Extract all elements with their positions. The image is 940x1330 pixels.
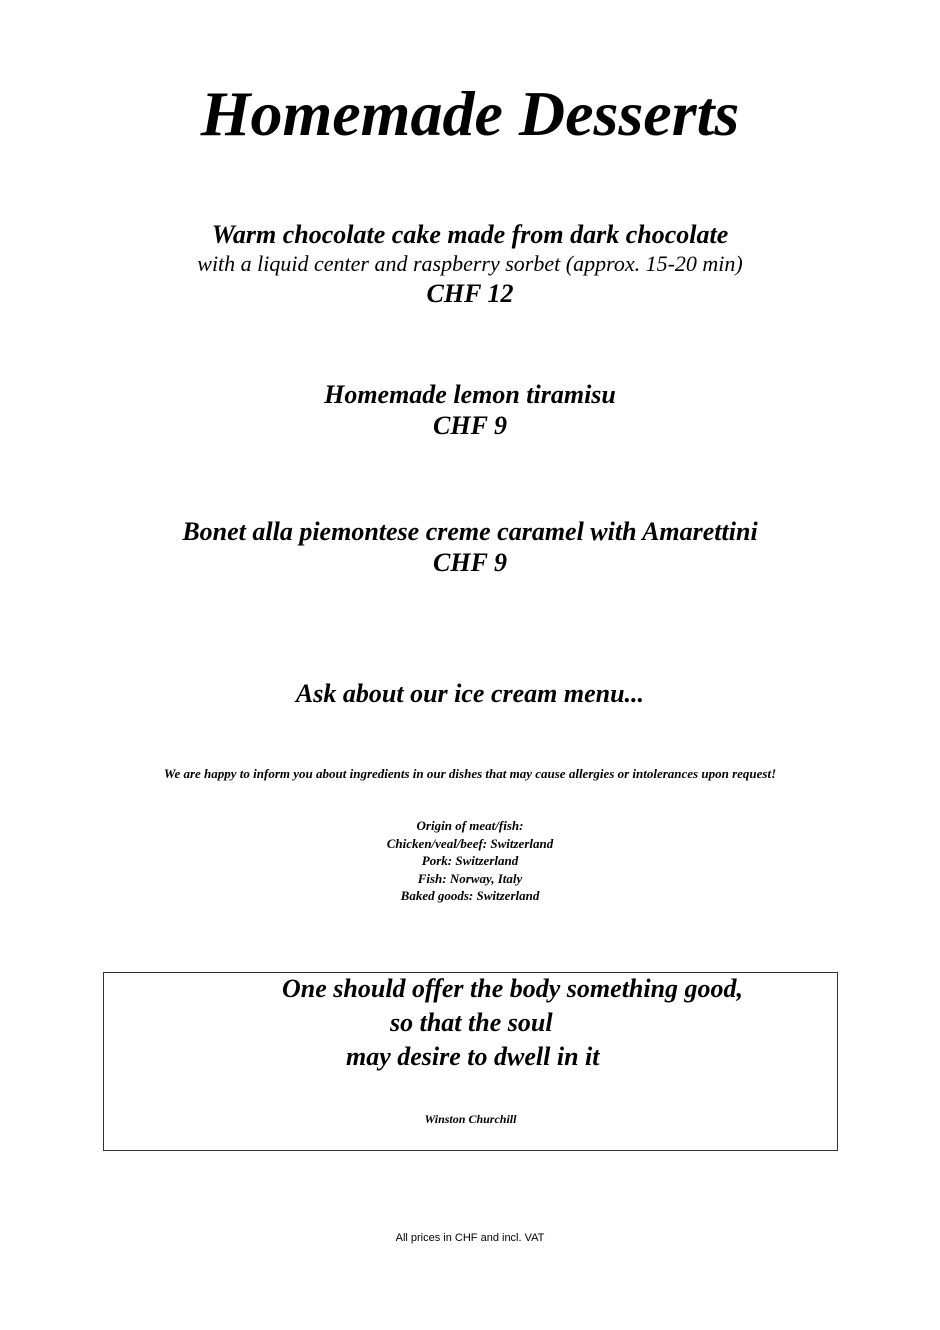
quote-author: Winston Churchill (424, 1112, 517, 1126)
quote-line: so that the soul (390, 1008, 553, 1037)
dessert-item-bonet (0, 517, 940, 579)
dessert-name: Bonet alla piemontese creme caramel with Amarettini (182, 517, 758, 546)
dessert-description: with a liquid center and raspberry sorbet (approx. 15-20 min) (197, 251, 743, 276)
price-footer: All prices in CHF and incl. VAT (395, 1232, 545, 1244)
allergy-note: We are happy to inform you about ingredients in our dishes that may cause allergies or intolerances upon request! (163, 766, 777, 781)
page-title: Homemade Desserts (200, 78, 740, 149)
ice-cream-note: Ask about our ice cream menu... (295, 679, 645, 708)
quote-line: One should offer the body something good, (282, 974, 744, 1003)
origin-line: Chicken/veal/beef: Switzerland (386, 835, 554, 851)
quote-line: may desire to dwell in it (346, 1042, 600, 1071)
dessert-price: CHF 12 (426, 279, 514, 308)
dessert-price: CHF 9 (433, 548, 507, 577)
dessert-price: CHF 9 (433, 411, 507, 440)
origin-line: Pork: Switzerland (421, 853, 519, 868)
origin-info (0, 817, 940, 905)
origin-heading: Origin of meat/fish: (416, 818, 524, 833)
dessert-name: Warm chocolate cake made from dark chocolate (211, 220, 729, 249)
origin-line: Fish: Norway, Italy (417, 870, 523, 886)
dessert-item-lemon-tiramisu (0, 380, 940, 442)
origin-line: Baked goods: Switzerland (400, 888, 540, 903)
quote-box (103, 972, 838, 1151)
dessert-name: Homemade lemon tiramisu (324, 380, 616, 409)
dessert-item-chocolate-cake (0, 220, 940, 310)
